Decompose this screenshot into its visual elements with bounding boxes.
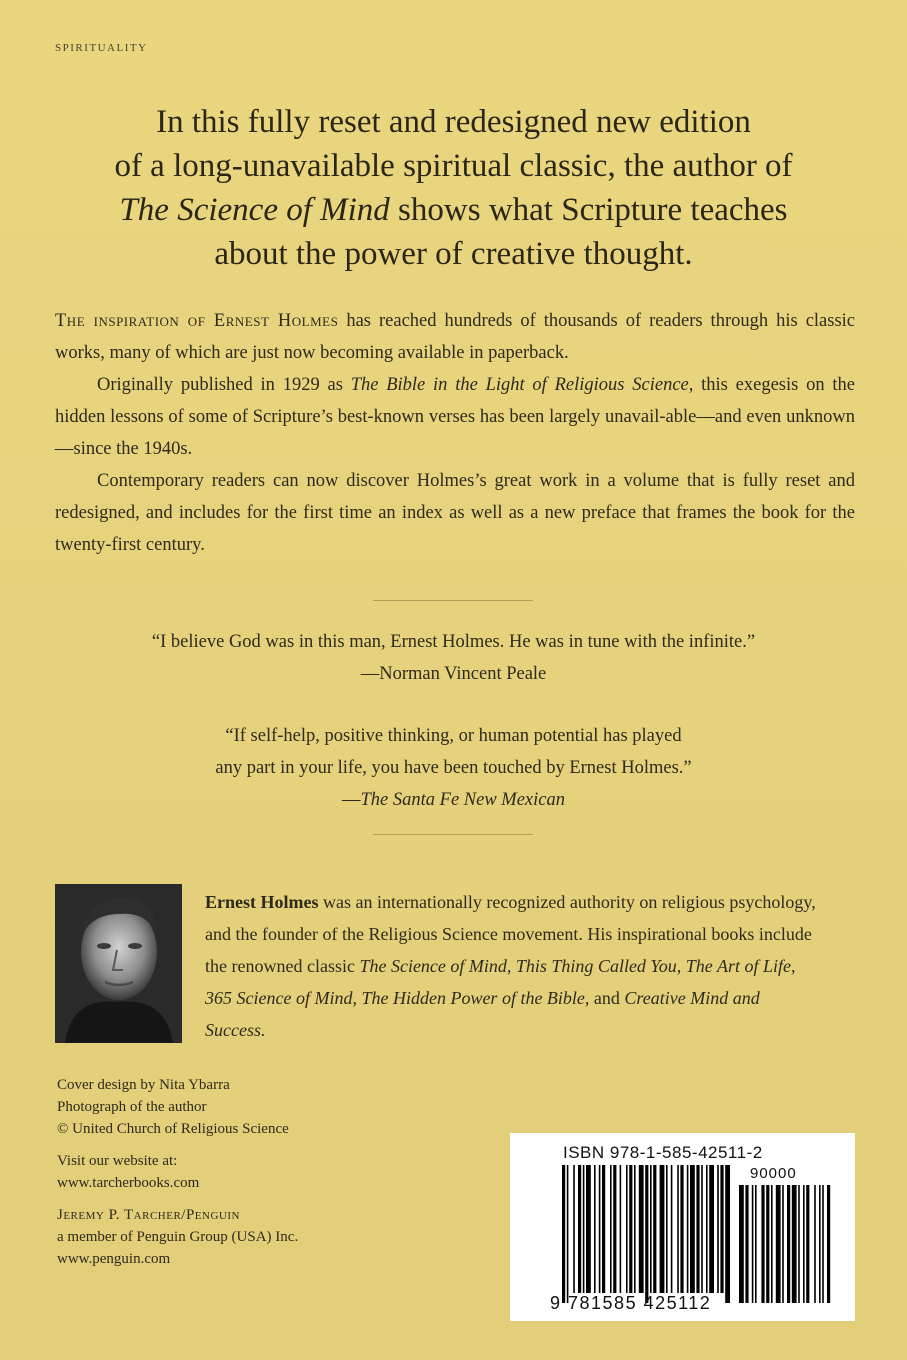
price-bar	[787, 1185, 790, 1303]
price-bar	[803, 1185, 805, 1303]
barcode-bar	[680, 1165, 683, 1293]
barcode-bar	[634, 1165, 636, 1293]
price-bar	[822, 1185, 824, 1303]
description-lead-in: The inspiration of Ernest Holmes	[55, 311, 339, 331]
barcode-bar	[586, 1165, 591, 1293]
price-bar	[798, 1185, 800, 1303]
price-bar	[771, 1185, 773, 1303]
price-bar	[776, 1185, 781, 1303]
barcode-bar	[706, 1165, 708, 1293]
headline	[60, 100, 847, 276]
barcode-bar	[599, 1165, 601, 1293]
barcode-bar	[666, 1165, 668, 1293]
photo-copyright: © United Church of Religious Science	[57, 1121, 289, 1137]
price-bar	[752, 1185, 754, 1303]
barcode-bar	[567, 1165, 569, 1303]
price-bar	[739, 1185, 744, 1303]
category-label: SPIRITUALITY	[55, 42, 148, 54]
barcode-digits: 9 781585 425112	[550, 1293, 712, 1313]
price-bar	[755, 1185, 757, 1303]
price-bar	[792, 1185, 797, 1303]
barcode-bar	[690, 1165, 695, 1293]
barcode-bar	[578, 1165, 581, 1293]
price-bar	[766, 1185, 769, 1303]
original-title: The Bible in the Light of Religious Science,	[350, 375, 694, 395]
headline-line-4: about the power of creative thought.	[214, 236, 693, 272]
barcode-bar	[671, 1165, 673, 1293]
description-paragraph-1: The inspiration of Ernest Holmes has reached hundreds of thousands of readers through his classic works, many of which are just now becoming available in paperback.	[55, 311, 856, 363]
barcode-bar	[701, 1165, 703, 1293]
barcode-bar	[620, 1165, 622, 1293]
author-portrait-image	[55, 884, 182, 1043]
divider	[373, 834, 533, 835]
divider	[373, 600, 533, 601]
isbn-barcode	[510, 1133, 855, 1321]
barcode-bar	[639, 1165, 644, 1293]
website-prompt: Visit our website at:	[57, 1153, 178, 1169]
author-bio: Ernest Holmes was an internationally recognized authority on religious psychology, and the founder of the Religious Science movement. His inspirational books include the renowned classic The Science of Mind, This Thing Called You, The Art of Life, 365 Science of Mind, The Hidden Power of the Bible, and Creative Mind and Success.	[205, 892, 816, 1040]
penguin-website-link[interactable]: www.penguin.com	[57, 1251, 171, 1267]
price-bar	[745, 1185, 748, 1303]
headline-line-2: of a long-unavailable spiritual classic, the author of	[114, 148, 793, 184]
author-photo	[55, 884, 182, 1043]
barcode-bar	[709, 1165, 714, 1293]
price-bar	[827, 1185, 830, 1303]
barcode-bar	[720, 1165, 723, 1293]
barcode-bar	[594, 1165, 596, 1293]
description-paragraph-3: Contemporary readers can now discover Holmes’s great work in a volume that is fully reset and redesigned, and includes for the first time an index as well as a new preface that frames the book for the twenty-first century.	[55, 471, 855, 555]
barcode-bar	[660, 1165, 665, 1293]
quote-attribution: —The Santa Fe New Mexican	[342, 790, 565, 810]
headline-book-title: The Science of Mind	[119, 192, 390, 228]
publisher-name: Jeremy P. Tarcher/Penguin	[57, 1207, 240, 1223]
barcode-bar	[602, 1165, 605, 1293]
publisher-membership: a member of Penguin Group (USA) Inc.	[57, 1229, 299, 1245]
barcode-bar	[687, 1165, 689, 1293]
quote-peale	[60, 626, 847, 690]
barcode-bar	[626, 1165, 628, 1293]
headline-line-1: In this fully reset and redesigned new edition	[156, 104, 751, 140]
price-bar	[782, 1185, 784, 1303]
description-paragraph-2: Originally published in 1929 as The Bible in the Light of Religious Science, this exegesis on the hidden lessons of some of Scripture’s best-known verses has been largely unavail-able—and even unknown—since the 1940s.	[55, 375, 855, 459]
barcode-bar	[562, 1165, 565, 1303]
photo-credit: Photograph of the author	[57, 1099, 207, 1115]
barcode-bar	[653, 1165, 656, 1293]
headline-line-3-rest: shows what Scripture teaches	[389, 192, 788, 228]
isbn-number: ISBN 978-1-585-42511-2	[563, 1143, 763, 1162]
barcode-bar	[650, 1165, 652, 1293]
author-book-titles: The Science of Mind, This Thing Called You, The Art of Life, 365 Science of Mind, The Hidden Power of the Bible,	[205, 956, 796, 1008]
quote-santa-fe	[60, 720, 847, 816]
barcode-bar	[610, 1165, 612, 1293]
quote-text: “If self-help, positive thinking, or human potential has played	[225, 726, 682, 746]
barcode-bar	[717, 1165, 719, 1293]
author-book-title-last: Creative Mind and Success.	[205, 988, 760, 1040]
quote-attribution: —Norman Vincent Peale	[360, 664, 547, 684]
tarcher-website-link[interactable]: www.tarcherbooks.com	[57, 1175, 200, 1191]
barcode-bar	[573, 1165, 575, 1293]
headline-line-3	[60, 188, 847, 232]
price-bar	[814, 1185, 816, 1303]
barcode-bar	[677, 1165, 679, 1293]
cover-design-credit: Cover design by Nita Ybarra	[57, 1077, 230, 1093]
quote-text: any part in your life, you have been touched by Ernest Holmes.”	[215, 758, 692, 778]
credits	[57, 1074, 387, 1270]
barcode-bar	[645, 1165, 648, 1303]
barcode-bar	[583, 1165, 585, 1293]
price-bar	[761, 1185, 764, 1303]
barcode-bar	[696, 1165, 699, 1293]
barcode-bar	[725, 1165, 730, 1303]
price-code: 90000	[750, 1165, 797, 1182]
quote-text: “I believe God was in this man, Ernest Holmes. He was in tune with the infinite.”	[151, 632, 756, 652]
price-bar	[819, 1185, 821, 1303]
barcode-bar	[629, 1165, 632, 1293]
price-bar	[806, 1185, 809, 1303]
description	[55, 305, 855, 561]
barcode-bar	[613, 1165, 616, 1293]
author-name: Ernest Holmes	[205, 892, 319, 912]
